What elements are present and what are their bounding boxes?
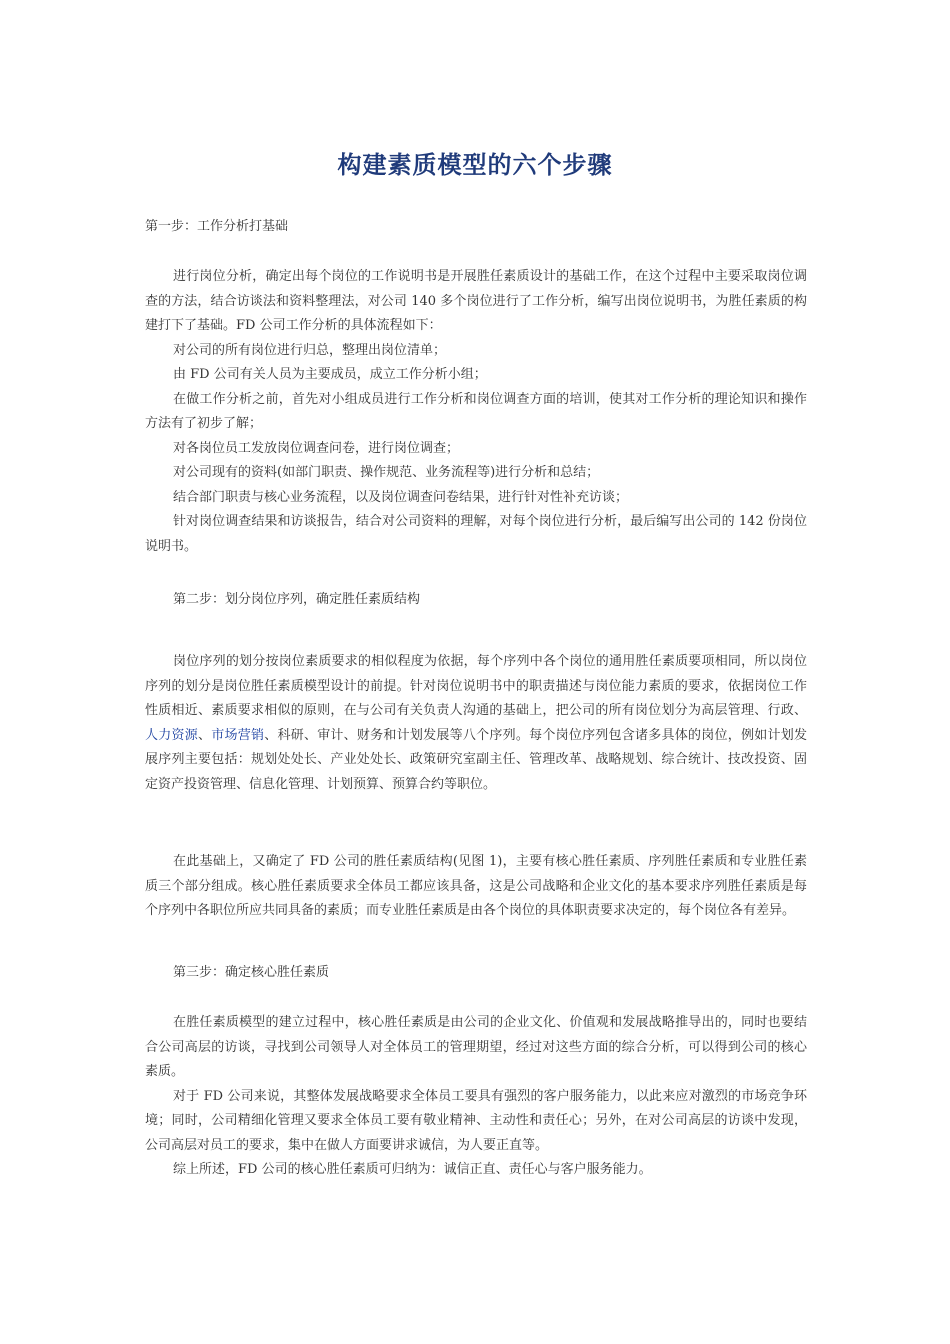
step2-heading: 第二步：划分岗位序列，确定胜任素质结构 [173, 592, 421, 607]
step3-paragraph-3: 综上所述，FD 公司的核心胜任素质可归纳为：诚信正直、责任心与客户服务能力。 [173, 1162, 652, 1177]
step1-list-item: 对各岗位员工发放岗位调查问卷，进行岗位调查； [173, 440, 460, 456]
step2-text-before: 岗位序列的划分按岗位素质要求的相似程度为依据，每个序列中各个岗位的通用胜任素质要项相同，所以岗位序列的划分是岗位胜任素质模型设计的前提。针对岗位说明书中的职责描述与岗位能力素质的要求，依据岗位工作性质相近、素质要求相似的原则，在与公司有关负责人沟通的基础上，把公司的所有岗位划分为高层管理、行政、 [145, 654, 807, 718]
step1-heading: 第一步：工作分析打基础 [145, 219, 289, 234]
step1-list-item: 在做工作分析之前，首先对小组成员进行工作分析和岗位调查方面的培训，使其对工作分析的理论知识和操作方法有了初步了解； [145, 391, 807, 431]
page-title: 构建素质模型的六个步骤 [337, 151, 613, 179]
step1-list-item: 针对岗位调查结果和访谈报告，结合对公司资料的理解，对每个岗位进行分析，最后编写出公司的 142 份岗位说明书。 [145, 514, 807, 554]
step1-intro-paragraph: 进行岗位分析，确定出每个岗位的工作说明书是开展胜任素质设计的基础工作，在这个过程中主要采取岗位调查的方法，结合访谈法和资料整理法，对公司 140 多个岗位进行了工作分析，编写出岗位说明书，为胜任素质的构建打下了基础。FD 公司工作分析的具体流程如下： [145, 269, 807, 333]
step3-section [145, 1011, 807, 1183]
step1-list-item: 对公司的所有岗位进行归总，整理出岗位清单； [173, 342, 447, 358]
step1-list-item: 结合部门职责与核心业务流程，以及岗位调查问卷结果，进行针对性补充访谈； [173, 489, 629, 505]
step3-heading: 第三步：确定核心胜任素质 [173, 965, 330, 980]
step3-paragraph-1: 在胜任素质模型的建立过程中，核心胜任素质是由公司的企业文化、价值观和发展战略推导出的，同时也要结合公司高层的访谈，寻找到公司领导人对全体员工的管理期望，经过对这些方面的综合分析，可以得到公司的核心素质。 [145, 1015, 807, 1079]
step2-paragraph-2: 在此基础上，又确定了 FD 公司的胜任素质结构(见图 1)，主要有核心胜任素质、序列胜任素质和专业胜任素质三个部分组成。核心胜任素质要求全体员工都应该具备，这是公司战略和企业文化的基本要求序列胜任素质是每个序列中各职位所应共同具备的素质；而专业胜任素质是由各个岗位的具体职责要求决定的，每个岗位各有差异。 [145, 854, 807, 918]
marketing-link[interactable]: 市场营销 [211, 727, 265, 743]
step3-paragraph-2: 对于 FD 公司来说，其整体发展战略要求全体员工要具有强烈的客户服务能力，以此来应对激烈的市场竞争环境；同时，公司精细化管理又要求全体员工要有敬业精神、主动性和责任心；另外，在对公司高层的访谈中发现，公司高层对员工的要求，集中在做人方面要讲求诚信，为人要正直等。 [145, 1088, 807, 1153]
separator-text: 、 [197, 727, 212, 743]
human-resources-link[interactable]: 人力资源 [145, 727, 198, 743]
step1-list-item: 对公司现有的资料(如部门职责、操作规范、业务流程等)进行分析和总结； [173, 465, 600, 480]
step2-text-after: 、科研、审计、财务和计划发展等八个序列。每个岗位序列包含诸多具体的岗位，例如计划发展序列主要包括：规划处处长、产业处处长、政策研究室副主任、管理改革、战略规划、综合统计、技改投资、固定资产投资管理、信息化管理、计划预算、预算合约等职位。 [145, 727, 807, 792]
step1-section [145, 265, 807, 559]
step2-paragraph-1 [145, 650, 807, 797]
step1-list-item: 由 FD 公司有关人员为主要成员，成立工作分析小组； [173, 367, 487, 382]
